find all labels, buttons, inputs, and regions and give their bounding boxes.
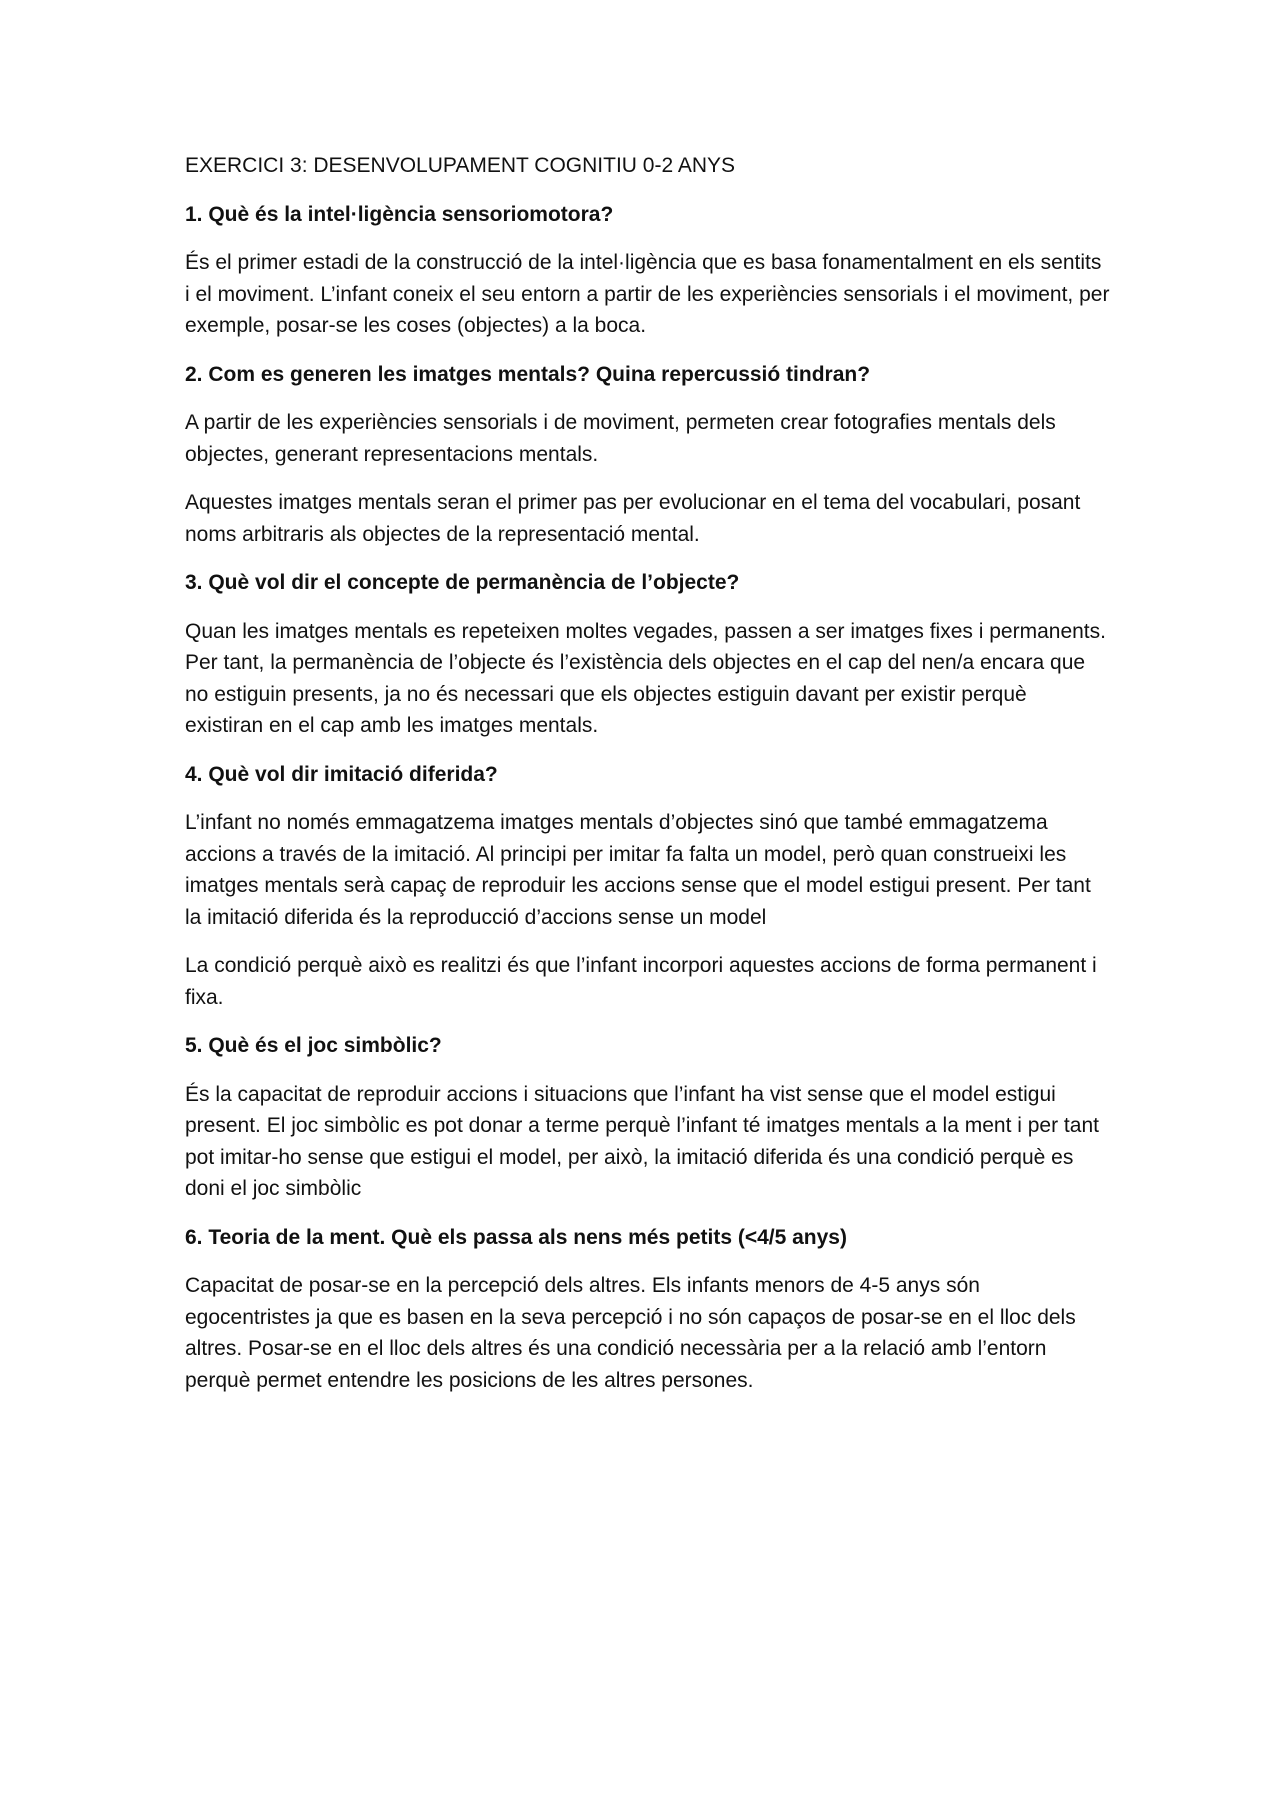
answer-3-paragraph-1: Quan les imatges mentals es repeteixen moltes vegades, passen a ser imatges fixes i permanents. Per tant, la permanència de l’objecte és l’existència dels objectes en el cap del nen/a encara que no estiguin presents, ja no és necessari que els objectes estiguin davant per existir perquè existiran en el cap amb les imatges mentals.: [185, 619, 1106, 737]
section-5: [185, 1030, 1110, 1205]
document-title: EXERCICI 3: DESENVOLUPAMENT COGNITIU 0-2 ANYS: [185, 154, 736, 177]
answer-4-paragraph-1: L’infant no només emmagatzema imatges mentals d’objectes sinó que també emmagatzema accions a través de la imitació. Al principi per imitar fa falta un model, però quan construeixi les imatges mentals serà capaç de reproduir les accions sense que el model estigui present. Per tant la imitació diferida és la reproducció d’accions sense un model: [185, 811, 1091, 929]
answer-5-paragraph-1: És la capacitat de reproduir accions i situacions que l’infant ha vist sense que el model estigui present. El joc simbòlic es pot donar a terme perquè l’infant té imatges mentals a la ment i per tant pot imitar-ho sense que estigui el model, per això, la imitació diferida és una condició perquè es doni el joc simbòlic: [185, 1082, 1099, 1200]
question-2: 2. Com es generen les imatges mentals? Quina repercussió tindran?: [185, 362, 871, 386]
answer-4-paragraph-2: La condició perquè això es realitzi és que l’infant incorpori aquestes accions de forma permanent i fixa.: [185, 954, 1097, 1009]
document-body: [185, 150, 1110, 1413]
question-6: 6. Teoria de la ment. Què els passa als nens més petits (<4/5 anys): [185, 1225, 847, 1249]
section-1: [185, 199, 1110, 342]
question-4: 4. Què vol dir imitació diferida?: [185, 762, 498, 786]
section-4: [185, 759, 1110, 1014]
question-1: 1. Què és la intel·ligència sensoriomotora?: [185, 202, 614, 226]
answer-2-paragraph-1: A partir de les experiències sensorials i de moviment, permeten crear fotografies mentals dels objectes, generant representacions mentals.: [185, 411, 1056, 466]
section-6: [185, 1222, 1110, 1397]
question-3: 3. Què vol dir el concepte de permanència de l’objecte?: [185, 571, 740, 594]
section-3: [185, 567, 1110, 742]
answer-2-paragraph-2: Aquestes imatges mentals seran el primer pas per evolucionar en el tema del vocabulari, posant noms arbitraris als objectes de la representació mental.: [185, 491, 1081, 546]
answer-1-paragraph-1: És el primer estadi de la construcció de la intel·ligència que es basa fonamentalment en els sentits i el moviment. L’infant coneix el seu entorn a partir de les experiències sensorials i el moviment, per exemple, posar-se les coses (objectes) a la boca.: [185, 251, 1110, 337]
section-2: [185, 359, 1110, 551]
answer-6-paragraph-1: Capacitat de posar-se en la percepció dels altres. Els infants menors de 4-5 anys són egocentristes ja que es basen en la seva percepció i no són capaços de posar-se en el lloc dels altres. Posar-se en el lloc dels altres és una condició necessària per a la relació amb l’entorn perquè permet entendre les posicions de les altres persones.: [185, 1274, 1076, 1392]
question-5: 5. Què és el joc simbòlic?: [185, 1034, 442, 1057]
